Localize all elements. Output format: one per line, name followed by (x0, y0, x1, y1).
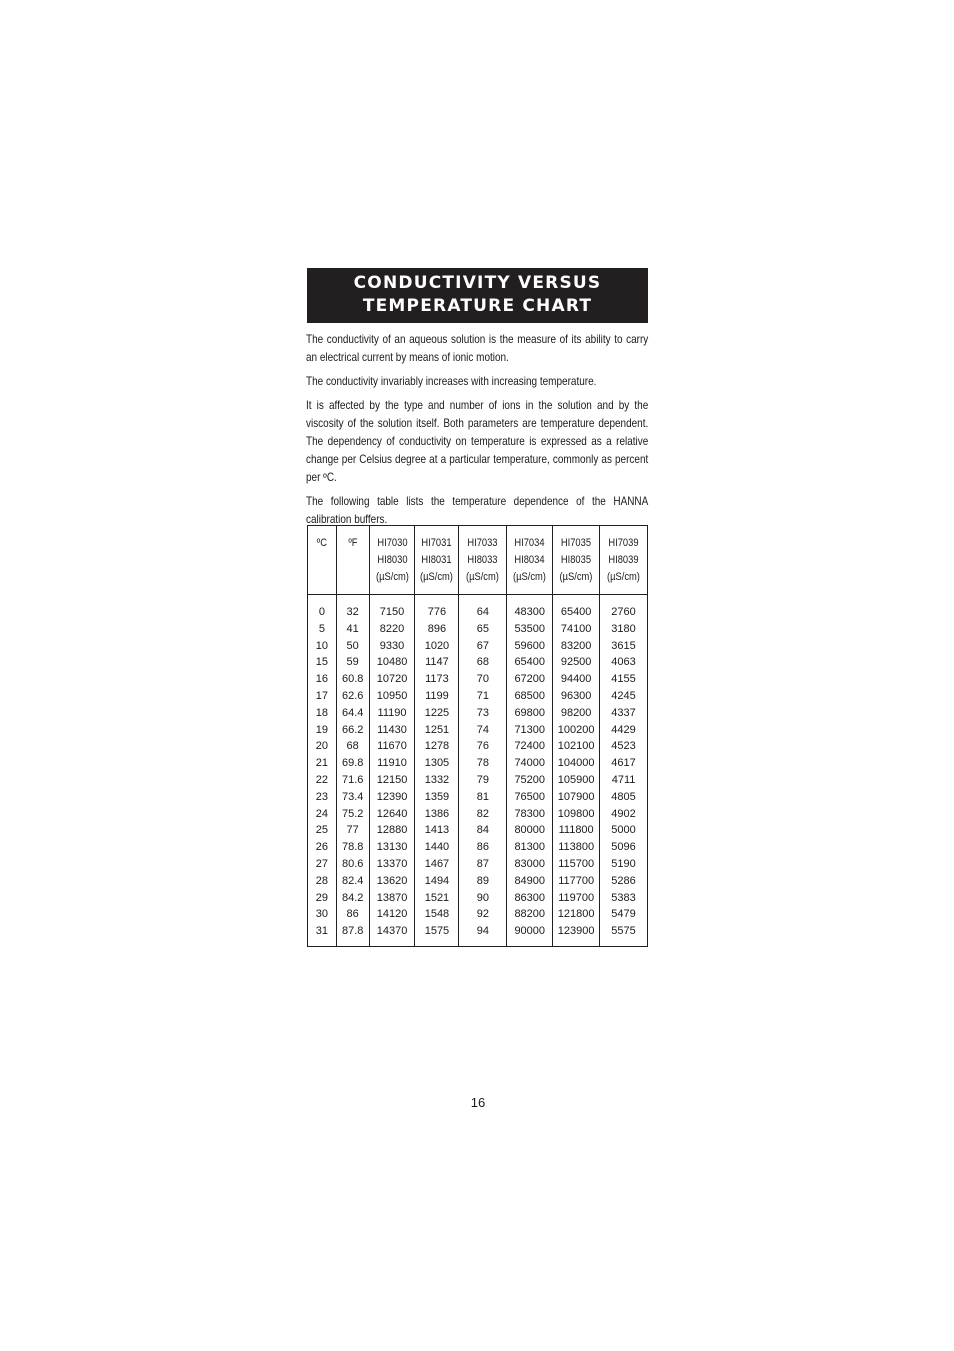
table-cell: 2760 (611, 606, 636, 618)
table-cell: 80.6 (341, 857, 364, 870)
table-cell: 83000 (514, 857, 546, 870)
table-cell: 4429 (611, 723, 636, 736)
column-values (336, 595, 369, 947)
table-cell: 96300 (560, 689, 592, 702)
table-cell: 0 (318, 606, 325, 618)
table-cell: 24 (315, 807, 328, 820)
table-cell: 87 (476, 857, 489, 870)
column-header-line: HI8033 (467, 554, 498, 566)
title-line-1: CONDUCTIVITY VERSUS (353, 273, 602, 293)
table-cell: 82 (476, 807, 489, 820)
column-values (600, 595, 648, 947)
table-cell: 73 (476, 706, 489, 719)
table-cell: 65 (476, 622, 489, 635)
table-cell: 102100 (557, 740, 595, 753)
table-cell: 86300 (514, 891, 546, 904)
table-cell: 30 (315, 908, 328, 921)
column-values (415, 595, 459, 947)
column-header (415, 526, 459, 595)
table-cell: 119700 (558, 891, 595, 904)
column-values (308, 595, 337, 947)
table-cell: 117700 (558, 874, 595, 887)
table-cell: 1413 (424, 824, 450, 837)
table-cell: 7150 (379, 606, 405, 618)
column-header (336, 526, 369, 595)
column-header-line: HI7030 (376, 537, 408, 549)
column-header-line: HI8031 (421, 554, 453, 566)
paragraph-4: The following table lists the temperature dependence of the HANNA calibration buffers. (306, 495, 649, 526)
column-header (553, 526, 600, 595)
table-cell: 17 (315, 689, 328, 702)
table-cell: 10 (315, 639, 328, 652)
table-cell: 1305 (424, 757, 450, 770)
column-header (369, 526, 415, 595)
table-cell: 78300 (514, 807, 546, 820)
column-header-line: HI8035 (561, 554, 592, 566)
table-cell: 1225 (424, 706, 450, 719)
table-cell: 86 (476, 841, 489, 854)
table-cell: 5190 (611, 857, 636, 870)
table-cell: 26 (315, 841, 328, 854)
table-cell: 74000 (514, 757, 546, 770)
table-cell: 13620 (376, 874, 408, 887)
table-cell: 4063 (611, 656, 636, 669)
table-cell: 4711 (611, 773, 636, 786)
table-cell: 111800 (558, 824, 594, 837)
table-cell: 94 (476, 925, 489, 938)
table-cell: 896 (427, 622, 447, 635)
table-cell: 71300 (514, 723, 546, 736)
table-cell: 67200 (514, 673, 546, 686)
column-header-line: (µS/cm) (607, 571, 641, 583)
table-cell: 4245 (611, 689, 636, 702)
table-cell: 71.6 (341, 773, 364, 786)
table-cell: 15 (315, 656, 328, 669)
table-cell: 60.8 (341, 673, 364, 686)
table-cell: 1147 (425, 656, 449, 669)
column-header (507, 526, 553, 595)
table-cell: 64.4 (341, 706, 364, 719)
column-header-line: (µS/cm) (513, 571, 547, 583)
table-cell: 1359 (424, 790, 450, 803)
table-cell: 113800 (558, 841, 595, 854)
table-cell: 14370 (376, 925, 408, 938)
table-data-row (308, 595, 648, 947)
conductivity-table (307, 525, 648, 947)
table-cell: 12640 (376, 807, 408, 820)
column-values (369, 595, 415, 947)
table-cell: 8220 (379, 622, 405, 635)
table-cell: 1548 (424, 908, 450, 921)
paragraph-2: The conductivity invariably increases with increasing temperature. (306, 375, 597, 388)
table-cell: 1440 (424, 841, 450, 854)
table-cell: 100200 (557, 723, 595, 736)
table-cell: 89 (476, 874, 489, 887)
table-cell: 81 (476, 790, 489, 803)
table-cell: 94400 (560, 673, 592, 686)
table-cell: 28 (315, 874, 328, 887)
table-cell: 53500 (514, 622, 546, 635)
table-cell: 50 (346, 639, 359, 652)
column-header-line: HI8039 (608, 554, 639, 566)
table-cell: 76500 (514, 790, 546, 803)
table-cell: 5096 (611, 841, 636, 854)
table-cell: 70 (476, 673, 489, 686)
table-cell: 92500 (560, 656, 592, 669)
table-cell: 4805 (611, 790, 636, 803)
table-cell: 1521 (424, 891, 450, 904)
intro-text (306, 331, 648, 535)
table-cell: 78 (476, 757, 489, 770)
table-cell: 10480 (376, 656, 408, 669)
column-header-line: ºF (348, 537, 358, 549)
column-values (459, 595, 507, 947)
table-cell: 86 (346, 908, 359, 921)
column-header-line: HI8030 (376, 554, 408, 566)
chart-title-banner (307, 268, 648, 323)
table-cell: 65400 (560, 606, 592, 618)
table-cell: 4337 (611, 706, 636, 719)
column-header-line: HI7035 (561, 537, 592, 549)
table-cell: 4617 (611, 757, 636, 770)
table-cell: 84 (476, 824, 489, 837)
column-header-line: (µS/cm) (466, 571, 500, 583)
column-header-line: HI8034 (514, 554, 545, 566)
column-header-line: HI7031 (421, 537, 453, 549)
table-cell: 107900 (557, 790, 595, 803)
table-cell: 69800 (514, 706, 546, 719)
table-cell: 1467 (424, 857, 450, 870)
table-cell: 67 (476, 639, 489, 652)
title-line-2: TEMPERATURE CHART (362, 296, 593, 316)
column-header (308, 526, 337, 595)
table-cell: 1575 (424, 925, 450, 938)
table-cell: 79 (476, 773, 489, 786)
column-header-line: HI7034 (514, 537, 545, 549)
table-cell: 23 (315, 790, 328, 803)
column-header-line: HI7039 (608, 537, 639, 549)
table-cell: 32 (346, 606, 359, 618)
table-cell: 121800 (557, 908, 595, 921)
column-values (507, 595, 553, 947)
table-cell: 98200 (560, 706, 592, 719)
table-cell: 5286 (611, 874, 636, 887)
column-header-line: (µS/cm) (420, 571, 454, 583)
table-cell: 87.8 (341, 925, 364, 938)
column-header-line: ºC (316, 537, 327, 549)
table-cell: 3180 (611, 622, 636, 635)
table-cell: 65400 (514, 656, 546, 669)
table-cell: 9330 (379, 639, 405, 652)
table-cell: 5383 (611, 891, 636, 904)
paragraph-3: It is affected by the type and number of ions in the solution and by the viscosity of the solution itself. Both parameters are temperature dependent. The dependency of conductivity on temperature is expressed as a relative change per Celsius degree at a particular temperature, commonly as percent per ºC. (306, 399, 649, 484)
table-cell: 16 (315, 673, 328, 686)
table-cell: 59 (346, 656, 359, 669)
table-cell: 1173 (425, 673, 449, 686)
table-cell: 75.2 (341, 807, 364, 820)
table-cell: 4902 (611, 807, 636, 820)
table-cell: 115700 (558, 857, 595, 870)
table-cell: 84.2 (341, 891, 364, 904)
table-cell: 66.2 (341, 723, 364, 736)
table-cell: 3615 (611, 639, 636, 652)
table-cell: 1020 (424, 639, 450, 652)
table-cell: 5479 (611, 908, 636, 921)
table-cell: 71 (476, 689, 489, 702)
table-cell: 1332 (424, 773, 450, 786)
column-header-line: (µS/cm) (375, 571, 409, 583)
table-cell: 25 (315, 824, 328, 837)
column-header-line: (µS/cm) (559, 571, 593, 583)
table-cell: 68500 (514, 689, 546, 702)
paragraph-1: The conductivity of an aqueous solution is the measure of its ability to carry an electrical current by means of ionic motion. (306, 333, 649, 364)
table-cell: 88200 (514, 908, 546, 921)
table-cell: 69.8 (341, 757, 364, 770)
table-cell: 74100 (560, 622, 592, 635)
table-cell: 84900 (514, 874, 546, 887)
table-cell: 73.4 (341, 790, 364, 803)
table-cell: 5575 (611, 925, 636, 938)
table-cell: 1251 (424, 723, 450, 736)
table-cell: 11670 (377, 740, 407, 753)
table-cell: 59600 (514, 639, 546, 652)
table-cell: 19 (315, 723, 328, 736)
table-cell: 68 (476, 656, 489, 669)
table-cell: 1386 (424, 807, 450, 820)
table-cell: 92 (476, 908, 489, 921)
table-cell: 90000 (514, 925, 546, 938)
table-cell: 12880 (376, 824, 408, 837)
table-cell: 10950 (376, 689, 408, 702)
column-header (600, 526, 648, 595)
table-cell: 123900 (557, 925, 595, 938)
table-cell: 12150 (376, 773, 408, 786)
table-cell: 12390 (376, 790, 408, 803)
table-cell: 13870 (376, 891, 408, 904)
table-cell: 62.6 (341, 689, 364, 702)
table-cell: 21 (315, 757, 328, 770)
table-cell: 13370 (376, 857, 408, 870)
table-cell: 76 (476, 740, 489, 753)
table-cell: 4523 (611, 740, 636, 753)
table-cell: 105900 (557, 773, 595, 786)
page-number: 16 (470, 1095, 486, 1110)
column-header (459, 526, 507, 595)
table-cell: 31 (315, 925, 328, 938)
table-cell: 72400 (514, 740, 546, 753)
table-cell: 68 (346, 740, 359, 753)
table-cell: 776 (427, 606, 447, 618)
table-cell: 1494 (424, 874, 450, 887)
table-cell: 75200 (514, 773, 546, 786)
table-cell: 29 (315, 891, 328, 904)
table-cell: 27 (315, 857, 328, 870)
table-cell: 11430 (377, 723, 407, 736)
table-cell: 1199 (425, 689, 449, 702)
table-cell: 81300 (514, 841, 546, 854)
table-cell: 10720 (376, 673, 408, 686)
table-cell: 74 (476, 723, 489, 736)
table-cell: 41 (346, 622, 359, 635)
table-cell: 109800 (557, 807, 595, 820)
table-cell: 22 (315, 773, 328, 786)
table-cell: 77 (346, 824, 359, 837)
table-cell: 104000 (557, 757, 595, 770)
table-cell: 64 (476, 606, 489, 618)
table-cell: 78.8 (341, 841, 364, 854)
table-cell: 4155 (611, 673, 636, 686)
column-values (553, 595, 600, 947)
table-cell: 11910 (377, 757, 407, 770)
table-cell: 18 (315, 706, 328, 719)
table-cell: 5 (318, 622, 325, 635)
table-cell: 5000 (611, 824, 636, 837)
table-cell: 13130 (376, 841, 408, 854)
table-cell: 90 (476, 891, 489, 904)
table-cell: 82.4 (341, 874, 364, 887)
table-cell: 83200 (560, 639, 592, 652)
table-cell: 20 (315, 740, 328, 753)
table-cell: 14120 (376, 908, 408, 921)
table-cell: 80000 (514, 824, 546, 837)
table-cell: 11190 (377, 706, 407, 719)
table-cell: 1278 (424, 740, 450, 753)
column-header-line: HI7033 (467, 537, 498, 549)
table-header-row (308, 526, 648, 595)
table-cell: 48300 (514, 606, 546, 618)
